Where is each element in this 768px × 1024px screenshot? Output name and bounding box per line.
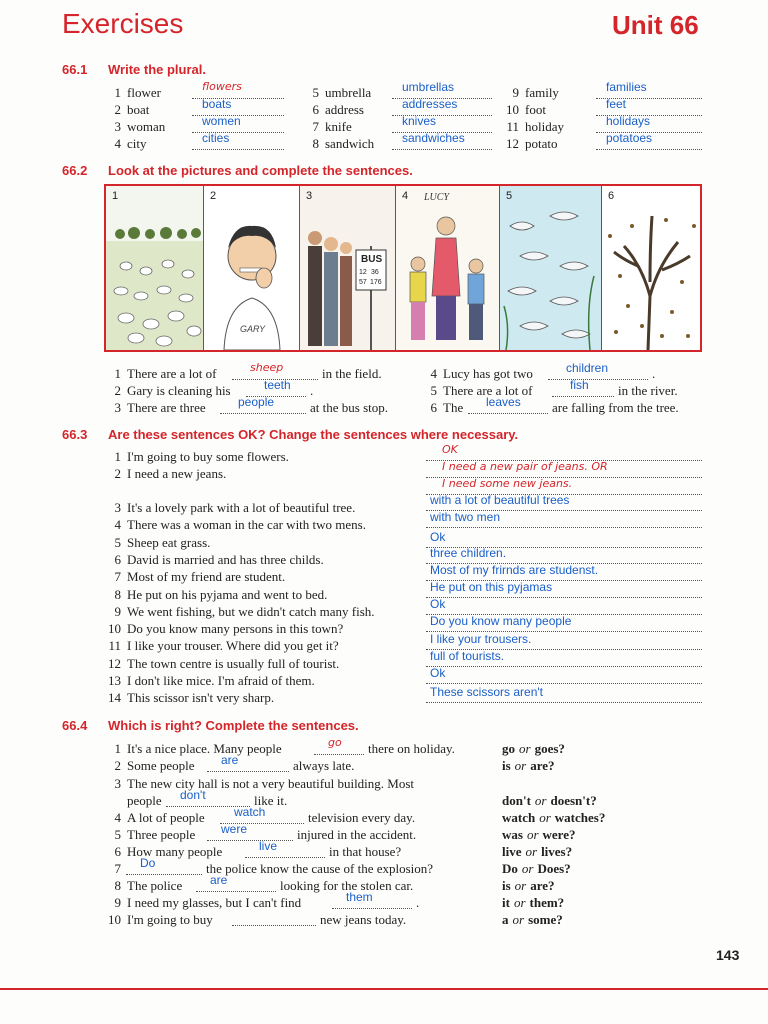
- answer-text: Ok: [430, 530, 446, 544]
- choice-option: was: [502, 827, 523, 842]
- exercise-item: [107, 136, 192, 152]
- item-word: family: [525, 85, 559, 100]
- sentence-text: There are a lot of: [443, 383, 533, 398]
- exercise-item: [505, 85, 596, 101]
- bus-number: 176: [370, 279, 382, 286]
- picture-number: 3: [306, 190, 313, 202]
- exercise-item: [107, 569, 285, 585]
- answer-text: I like your trousers.: [430, 632, 532, 646]
- answer-text: are: [210, 873, 228, 887]
- exercise-item: [305, 119, 392, 135]
- exercise-item: [107, 449, 289, 465]
- answer-text: live: [259, 839, 278, 853]
- item-word: flower: [127, 85, 161, 100]
- item-word: holiday: [525, 119, 564, 134]
- answer-text: teeth: [264, 378, 291, 392]
- picture-number: 5: [506, 190, 513, 202]
- item-number: 3: [114, 500, 121, 515]
- item-number: 1: [114, 366, 121, 381]
- sentence-end: like it.: [254, 793, 288, 808]
- item-number: 7: [114, 569, 121, 584]
- answer-blank[interactable]: [245, 844, 325, 858]
- sentence-end: looking for the stolen car.: [280, 878, 414, 893]
- picture-sheep: [106, 186, 204, 350]
- choice-or: or: [526, 827, 539, 842]
- exercise-item: [305, 85, 392, 101]
- answer-text: women: [202, 114, 241, 128]
- sentence-start: [107, 383, 231, 399]
- exercise-item: [107, 895, 301, 911]
- answer-text: Do you know many people: [430, 614, 572, 628]
- exercise-item: [107, 500, 355, 516]
- item-sentence: He put on his pyjama and went to bed.: [127, 587, 328, 602]
- item-number: 2: [114, 383, 121, 398]
- sentence-text: How many people: [127, 844, 223, 859]
- answer-text: don't: [180, 788, 206, 802]
- choice-pair: [502, 912, 563, 928]
- exercise-item: [107, 776, 414, 792]
- answer-text: fish: [570, 378, 589, 392]
- item-number: 1: [114, 741, 121, 756]
- choice-option: a: [502, 912, 509, 927]
- item-number: 8: [114, 878, 121, 893]
- answer-blank[interactable]: [207, 758, 289, 772]
- item-sentence: I don't like mice. I'm afraid of them.: [127, 673, 315, 688]
- item-word: foot: [525, 102, 546, 117]
- item-word: city: [127, 136, 147, 151]
- item-number: 2: [114, 758, 121, 773]
- item-word: knife: [325, 119, 352, 134]
- answer-text: OK: [442, 443, 458, 456]
- exercise-item: [305, 102, 392, 118]
- item-number: 1: [114, 85, 121, 100]
- item-number: 3: [114, 400, 121, 415]
- item-sentence: The town centre is usually full of tourist.: [127, 656, 340, 671]
- choice-option: it: [502, 895, 510, 910]
- picture-number: 1: [112, 190, 119, 202]
- item-number: 5: [114, 827, 121, 842]
- answer-text: Most of my frirnds are studenst.: [430, 563, 599, 577]
- item-number: 9: [114, 895, 121, 910]
- sentence-end: injured in the accident.: [297, 827, 417, 842]
- sentence-text: The: [443, 400, 464, 415]
- sentence-text: The new city hall is not a very beautiful building. Most: [127, 776, 415, 791]
- item-number: 6: [114, 844, 121, 859]
- choice-option: Do: [502, 861, 518, 876]
- item-number: 9: [512, 85, 519, 100]
- item-number: 4: [114, 517, 121, 532]
- exercise-item: [505, 102, 596, 118]
- picture-number: 6: [608, 190, 615, 202]
- section-title: Look at the pictures and complete the sentences.: [108, 163, 413, 178]
- item-sentence: I like your trouser. Where did you get it?: [127, 638, 339, 653]
- item-number: 4: [114, 136, 121, 151]
- answer-text: sheep: [250, 361, 284, 374]
- bus-number: 57: [359, 279, 367, 286]
- sentence-end: .: [416, 895, 420, 910]
- item-sentence: I'm going to buy some flowers.: [127, 449, 289, 464]
- sentence-text: I need my glasses, but I can't find: [127, 895, 302, 910]
- choice-option: are?: [530, 878, 555, 893]
- fish-river-illustration: [500, 186, 602, 350]
- answer-text: I need a new pair of jeans. OR: [442, 460, 608, 473]
- sentence-text: I'm going to buy: [127, 912, 213, 927]
- exercise-item: [107, 861, 127, 877]
- answer-blank[interactable]: [196, 878, 276, 892]
- section-title: Which is right? Complete the sentences.: [108, 718, 359, 733]
- item-number: 2: [114, 466, 121, 481]
- choice-pair: [502, 758, 555, 774]
- page-bottom-rule: [0, 988, 768, 990]
- item-word: umbrella: [325, 85, 372, 100]
- item-sentence: It's a lovely park with a lot of beautiful tree.: [127, 500, 356, 515]
- tree-falling-leaves-illustration: [602, 186, 700, 350]
- answer-text: with two men: [430, 510, 501, 524]
- choice-pair: [502, 793, 597, 809]
- item-sentence: Do you know many persons in this town?: [127, 621, 344, 636]
- sentence-text: people: [127, 793, 162, 808]
- choice-option: watches?: [554, 810, 606, 825]
- sentence-start: [107, 400, 206, 416]
- sentence-start: [107, 366, 217, 382]
- choice-or: or: [513, 895, 526, 910]
- item-number: 12: [506, 136, 519, 151]
- section-title: Write the plural.: [108, 62, 206, 77]
- picture-lucy: [396, 186, 500, 350]
- exercise-item: [107, 119, 192, 135]
- item-number: 3: [114, 776, 121, 791]
- item-number: 1: [114, 449, 121, 464]
- item-word: sandwich: [325, 136, 375, 151]
- answer-blank[interactable]: [207, 827, 293, 841]
- choice-option: goes?: [534, 741, 565, 756]
- exercise-item: [107, 517, 366, 533]
- choice-option: doesn't?: [550, 793, 597, 808]
- choice-option: Does?: [537, 861, 571, 876]
- exercise-item: [107, 912, 213, 928]
- sentence-text: Lucy has got two: [443, 366, 533, 381]
- answer-text: people: [238, 395, 275, 409]
- picture-fish: [500, 186, 602, 350]
- answer-text: Ok: [430, 597, 446, 611]
- item-word: boat: [127, 102, 150, 117]
- item-number: 7: [312, 119, 319, 134]
- picture-number: 4: [402, 190, 409, 202]
- sentence-end: new jeans today.: [320, 912, 407, 927]
- choice-option: go: [502, 741, 515, 756]
- answer-text: boats: [202, 97, 232, 111]
- exercise-item: [107, 621, 343, 637]
- item-sentence: This scissor isn't very sharp.: [127, 690, 275, 705]
- item-number: 2: [114, 102, 121, 117]
- choice-option: some?: [528, 912, 563, 927]
- item-number: 11: [108, 638, 121, 653]
- unit-label: Unit 66: [612, 10, 699, 40]
- exercise-item: [107, 690, 274, 706]
- item-number: 5: [312, 85, 319, 100]
- answer-text: potatoes: [606, 131, 653, 145]
- exercise-item: [107, 878, 182, 894]
- answer-text: feet: [606, 97, 627, 111]
- choice-option: lives?: [541, 844, 573, 859]
- bus-number: 12: [359, 269, 367, 276]
- choice-option: live: [502, 844, 522, 859]
- choice-pair: [502, 895, 564, 911]
- item-number: 12: [108, 656, 121, 671]
- sentence-text: The police: [127, 878, 183, 893]
- item-number: 3: [114, 119, 121, 134]
- item-number: 7: [114, 861, 121, 876]
- answer-text: were: [221, 822, 248, 836]
- choice-option: is: [502, 758, 511, 773]
- answer-line[interactable]: [426, 670, 702, 684]
- gary-brushing-teeth-illustration: [204, 186, 300, 350]
- item-number: 11: [506, 119, 519, 134]
- sentence-end: at the bus stop.: [310, 400, 388, 415]
- exercise-item: [107, 758, 195, 774]
- choice-option: are?: [530, 758, 555, 773]
- answer-text: knives: [402, 114, 437, 128]
- bus-stop-illustration: [300, 186, 396, 350]
- item-number: 8: [312, 136, 319, 151]
- answer-text: flowers: [202, 80, 242, 93]
- choice-pair: [502, 878, 555, 894]
- answer-text: I need some new jeans.: [442, 477, 573, 490]
- choice-or: or: [514, 878, 527, 893]
- answer-text: umbrellas: [402, 80, 455, 94]
- sentence-text: There are a lot of: [127, 366, 217, 381]
- choice-pair: [502, 827, 575, 843]
- answer-text: He put on this pyjamas: [430, 580, 553, 594]
- choice-or: or: [519, 741, 531, 756]
- sentence-end: are falling from the tree.: [552, 400, 679, 415]
- answer-line[interactable]: [426, 601, 702, 615]
- section-number: 66.4: [62, 718, 88, 733]
- answer-text: are: [221, 753, 239, 767]
- item-number: 5: [114, 535, 121, 550]
- sentence-text: There are three: [127, 400, 206, 415]
- item-number: 9: [114, 604, 121, 619]
- exercise-item: [107, 844, 222, 860]
- answer-text: addresses: [402, 97, 458, 111]
- sentence-end: in the river.: [618, 383, 678, 398]
- sentence-end: the police know the cause of the explosion?: [206, 861, 434, 876]
- item-number: 4: [114, 810, 121, 825]
- answer-line[interactable]: [426, 447, 702, 461]
- exercise-item: [107, 535, 210, 551]
- exercise-item: [107, 810, 205, 826]
- item-sentence: David is married and has three childs.: [127, 552, 324, 567]
- lucy-label: LUCY: [424, 192, 450, 203]
- sentence-text: It's a nice place. Many people: [127, 741, 282, 756]
- exercise-item: [107, 656, 339, 672]
- sentence-text: Three people: [127, 827, 196, 842]
- answer-text: Do: [140, 856, 156, 870]
- item-sentence: There was a woman in the car with two mens.: [127, 517, 366, 532]
- gary-shirt-label: GARY: [240, 324, 266, 334]
- answer-text: go: [328, 736, 342, 749]
- answer-text: them: [346, 890, 373, 904]
- exercise-item: [107, 673, 315, 689]
- sheep-field-illustration: [106, 186, 204, 350]
- section-title: Are these sentences OK? Change the sentences where necessary.: [108, 427, 519, 442]
- exercise-item: [107, 793, 162, 809]
- section-number: 66.2: [62, 163, 88, 178]
- choice-or: or: [539, 810, 551, 825]
- exercise-item: [107, 604, 375, 620]
- exercise-item: [107, 741, 282, 757]
- sentence-text: Gary is cleaning his: [127, 383, 231, 398]
- exercise-item: [107, 466, 226, 482]
- item-number: 10: [108, 621, 121, 636]
- picture-bus-stop: [300, 186, 396, 350]
- exercise-item: [107, 827, 195, 843]
- answer-blank[interactable]: [126, 861, 202, 875]
- choice-pair: [502, 844, 572, 860]
- choice-pair: [502, 741, 565, 757]
- picture-tree: [602, 186, 700, 350]
- answer-text: three children.: [430, 546, 507, 560]
- choice-or: or: [525, 844, 538, 859]
- item-number: 13: [108, 673, 121, 688]
- page-title: Exercises: [62, 8, 184, 39]
- exercise-item: [107, 85, 192, 101]
- lucy-family-illustration: [396, 186, 500, 350]
- answer-text: Ok: [430, 666, 446, 680]
- sentence-end: always late.: [293, 758, 355, 773]
- section-number: 66.1: [62, 62, 88, 77]
- sentence-end: there on holiday.: [368, 741, 455, 756]
- picture-gary: [204, 186, 300, 350]
- sentence-end: in that house?: [329, 844, 402, 859]
- answer-blank[interactable]: [232, 912, 316, 926]
- exercise-item: [505, 119, 596, 135]
- choice-option: them?: [529, 895, 565, 910]
- choice-pair: [502, 861, 571, 877]
- answer-text: These scissors aren't: [430, 685, 543, 699]
- sentence-text: A lot of people: [127, 810, 205, 825]
- item-number: 6: [312, 102, 319, 117]
- bus-number: 36: [371, 269, 379, 276]
- choice-or: or: [514, 758, 527, 773]
- answer-text: watch: [234, 805, 266, 819]
- picture-number: 2: [210, 190, 217, 202]
- answer-text: children: [566, 361, 609, 375]
- item-number: 10: [108, 912, 121, 927]
- answer-text: leaves: [486, 395, 521, 409]
- item-sentence: I need a new jeans.: [127, 466, 227, 481]
- choice-or: or: [534, 793, 547, 808]
- page-number: 143: [716, 947, 740, 963]
- choice-option: watch: [502, 810, 536, 825]
- item-sentence: Most of my friend are student.: [127, 569, 286, 584]
- answer-text: sandwiches: [402, 131, 465, 145]
- answer-text: cities: [202, 131, 230, 145]
- item-number: 5: [430, 383, 437, 398]
- answer-text: families: [606, 80, 647, 94]
- answer-text: with a lot of beautiful trees: [430, 493, 570, 507]
- choice-or: or: [512, 912, 525, 927]
- item-number: 8: [114, 587, 121, 602]
- item-number: 4: [430, 366, 437, 381]
- item-word: potato: [525, 136, 558, 151]
- sentence-end: in the field.: [322, 366, 382, 381]
- answer-text: full of tourists.: [430, 649, 505, 663]
- exercise-item: [107, 552, 324, 568]
- choice-option: were?: [542, 827, 576, 842]
- choice-pair: [502, 810, 605, 826]
- sentence-end: .: [310, 383, 314, 398]
- item-sentence: Sheep eat grass.: [127, 535, 211, 550]
- section-number: 66.3: [62, 427, 88, 442]
- exercise-item: [305, 136, 392, 152]
- picture-strip: [104, 184, 702, 352]
- choice-option: don't: [502, 793, 531, 808]
- item-sentence: We went fishing, but we didn't catch many fish.: [127, 604, 375, 619]
- item-number: 6: [114, 552, 121, 567]
- item-number: 6: [430, 400, 437, 415]
- item-word: address: [325, 102, 364, 117]
- item-number: 10: [506, 102, 519, 117]
- exercise-item: [107, 587, 327, 603]
- sentence-end: .: [652, 366, 656, 381]
- item-word: woman: [127, 119, 166, 134]
- choice-or: or: [521, 861, 534, 876]
- sentence-start: [423, 400, 463, 416]
- sentence-end: television every day.: [308, 810, 416, 825]
- bus-sign-text: BUS: [361, 254, 383, 265]
- exercise-item: [107, 638, 339, 654]
- exercise-item: [107, 102, 192, 118]
- sentence-text: Some people: [127, 758, 195, 773]
- sentence-start: [423, 366, 533, 382]
- exercise-item: [505, 136, 596, 152]
- choice-option: is: [502, 878, 511, 893]
- item-number: 14: [108, 690, 121, 705]
- answer-text: holidays: [606, 114, 651, 128]
